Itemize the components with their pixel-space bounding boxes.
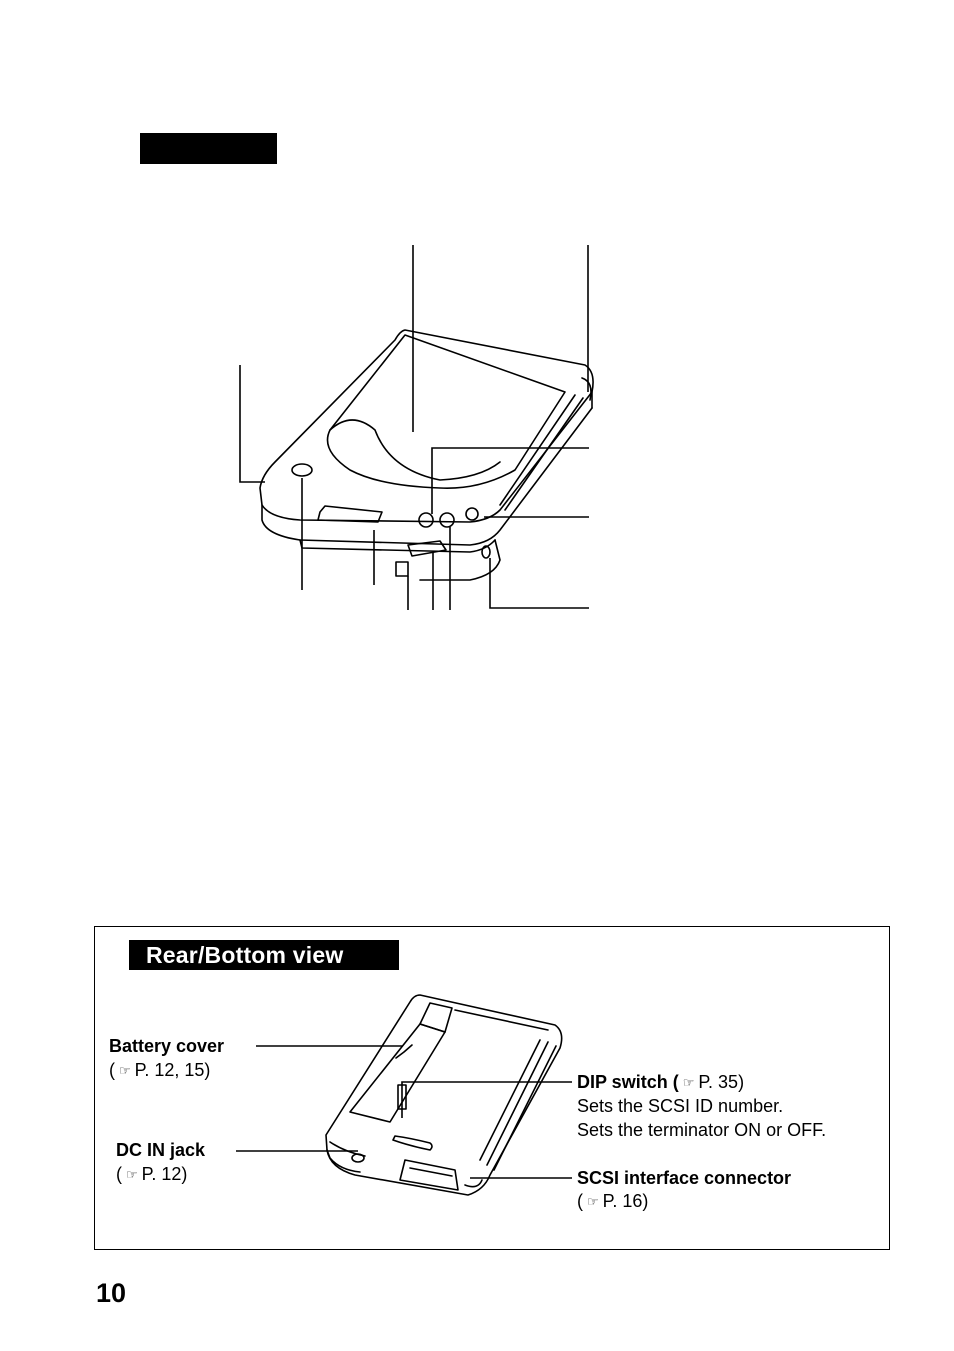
battery-cover-ref [109,1059,210,1083]
pointing-hand-icon: ☞ [587,1194,599,1209]
pointing-hand-icon: ☞ [682,1075,695,1090]
ref-paren: ( [577,1191,583,1211]
pointing-hand-icon: ☞ [126,1167,138,1182]
rear-bottom-view-title: Rear/Bottom view [129,940,399,970]
dc-in-jack-ref [116,1163,187,1187]
dc-in-jack-page-ref: P. 12) [141,1164,188,1184]
scsi-connector-label: SCSI interface connector [577,1168,792,1188]
dc-in-jack-label: DC IN jack [116,1140,206,1160]
scsi-connector-ref [577,1190,648,1214]
battery-cover-page-ref: P. 12, 15) [134,1060,211,1080]
scsi-connector-page-ref: P. 16) [602,1191,649,1211]
ref-paren: ( [109,1060,115,1080]
dip-switch-label: DIP switch ( [577,1072,679,1092]
dip-switch-page-ref: P. 35) [698,1072,745,1092]
page-number: 10 [96,1278,127,1308]
ref-paren: ( [116,1164,122,1184]
battery-cover-label: Battery cover [109,1036,225,1056]
dip-switch-desc-1: Sets the SCSI ID number. [577,1096,784,1116]
dip-switch-heading [577,1071,744,1095]
dip-switch-desc-2: Sets the terminator ON or OFF. [577,1120,827,1140]
pointing-hand-icon: ☞ [119,1063,131,1078]
